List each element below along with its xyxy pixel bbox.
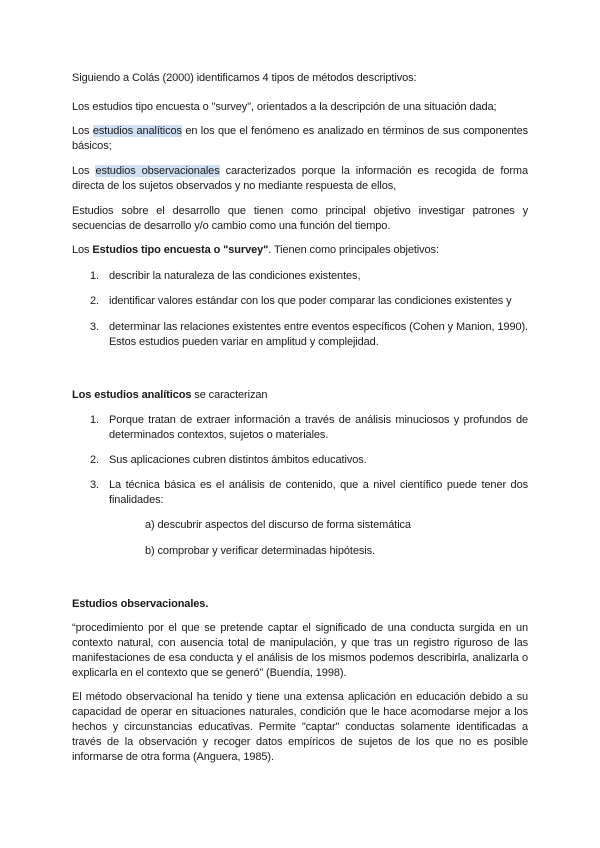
finalidad-item: b) comprobar y verificar determinadas hipótesis. bbox=[145, 545, 375, 557]
list-item-text: Sus aplicaciones cubren distintos ámbitos educativos. bbox=[109, 454, 367, 466]
analiticos-highlight: estudios analíticos bbox=[92, 125, 182, 137]
encuesta-heading-post: . Tienen como principales objetivos: bbox=[268, 244, 439, 256]
observacionales-post: caracterizados porque la información es recogida de forma directa de los sujetos observados y no mediante respuesta de ellos, bbox=[72, 165, 528, 192]
observacionales-heading bbox=[72, 597, 528, 612]
encuesta-heading-bold: Estudios tipo encuesta o "survey" bbox=[92, 244, 269, 256]
encuesta-heading bbox=[72, 243, 528, 258]
encuesta-heading-pre: Los bbox=[72, 244, 93, 256]
analiticos-heading bbox=[72, 388, 528, 403]
list-number: 2. bbox=[90, 454, 99, 466]
observacionales-pre: Los bbox=[72, 165, 96, 177]
analiticos-heading-bold: Los estudios analíticos bbox=[72, 389, 192, 401]
list-item-text: identificar valores estándar con los que poder comparar las condiciones existentes y bbox=[109, 295, 512, 307]
encuesta-list-item bbox=[90, 320, 528, 350]
survey-paragraph: Los estudios tipo encuesta o "survey", orientados a la descripción de una situación dada; bbox=[72, 101, 497, 113]
list-item-text: describir la naturaleza de las condiciones existentes, bbox=[109, 270, 361, 282]
observacionales-text: El método observacional ha tenido y tiene una extensa aplicación en educación debido a su capacidad de operar en situaciones naturales, condición que le hace acomodarse mejor a los hechos y circunstancias educativas. Permite "captar" conductas solamente identificadas a través de la observación y recoger datos empíricos de sujetos de los que no es posible informarse de otra forma (Anguera, 1985). bbox=[72, 691, 528, 763]
observacionales-highlight: estudios observacionales bbox=[95, 165, 220, 177]
analiticos-list-item bbox=[90, 478, 528, 508]
analiticos-list-item bbox=[90, 413, 528, 443]
list-item-text: determinar las relaciones existentes entre eventos específicos (Cohen y Manion, 1990). Estos estudios pueden variar en amplitud y complejidad. bbox=[109, 321, 528, 348]
observacionales-heading-bold: Estudios observacionales. bbox=[72, 598, 209, 610]
list-number: 2. bbox=[90, 295, 99, 307]
list-number: 3. bbox=[90, 479, 99, 491]
list-number: 1. bbox=[90, 414, 99, 426]
list-item-text: La técnica básica es el análisis de contenido, que a nivel científico puede tener dos finalidades: bbox=[109, 479, 528, 506]
analiticos-pre: Los bbox=[72, 125, 93, 137]
encuesta-list-item bbox=[90, 294, 528, 309]
observacionales-paragraph bbox=[72, 164, 528, 194]
analiticos-heading-post: se caracterizan bbox=[191, 389, 268, 401]
list-number: 1. bbox=[90, 270, 99, 282]
finalidad-item: a) descubrir aspectos del discurso de forma sistemática bbox=[145, 519, 411, 531]
list-number: 3. bbox=[90, 321, 99, 333]
list-item-text: Porque tratan de extraer información a través de análisis minuciosos y profundos de determinados contextos, sujetos o materiales. bbox=[109, 414, 528, 441]
analiticos-list-item bbox=[90, 453, 528, 468]
desarrollo-paragraph: Estudios sobre el desarrollo que tienen como principal objetivo investigar patrones y secuencias de desarrollo y/o cambio como una función del tiempo. bbox=[72, 205, 528, 232]
intro-paragraph: Siguiendo a Colás (2000) identificamos 4 tipos de métodos descriptivos: bbox=[72, 72, 417, 84]
encuesta-list-item bbox=[90, 269, 528, 284]
analiticos-paragraph bbox=[72, 124, 528, 154]
analiticos-post: en los que el fenómeno es analizado en términos de sus componentes básicos; bbox=[72, 125, 528, 152]
observacionales-quote: “procedimiento por el que se pretende captar el significado de una conducta surgida en un contexto natural, con ausencia total de manipulación, y que tras un registro riguroso de las manifestaciones de esa conducta y el análisis de los mismos podemos describirla, analizarla o explicarla en el contexto que se generó” (Buendía, 1998). bbox=[72, 622, 528, 679]
